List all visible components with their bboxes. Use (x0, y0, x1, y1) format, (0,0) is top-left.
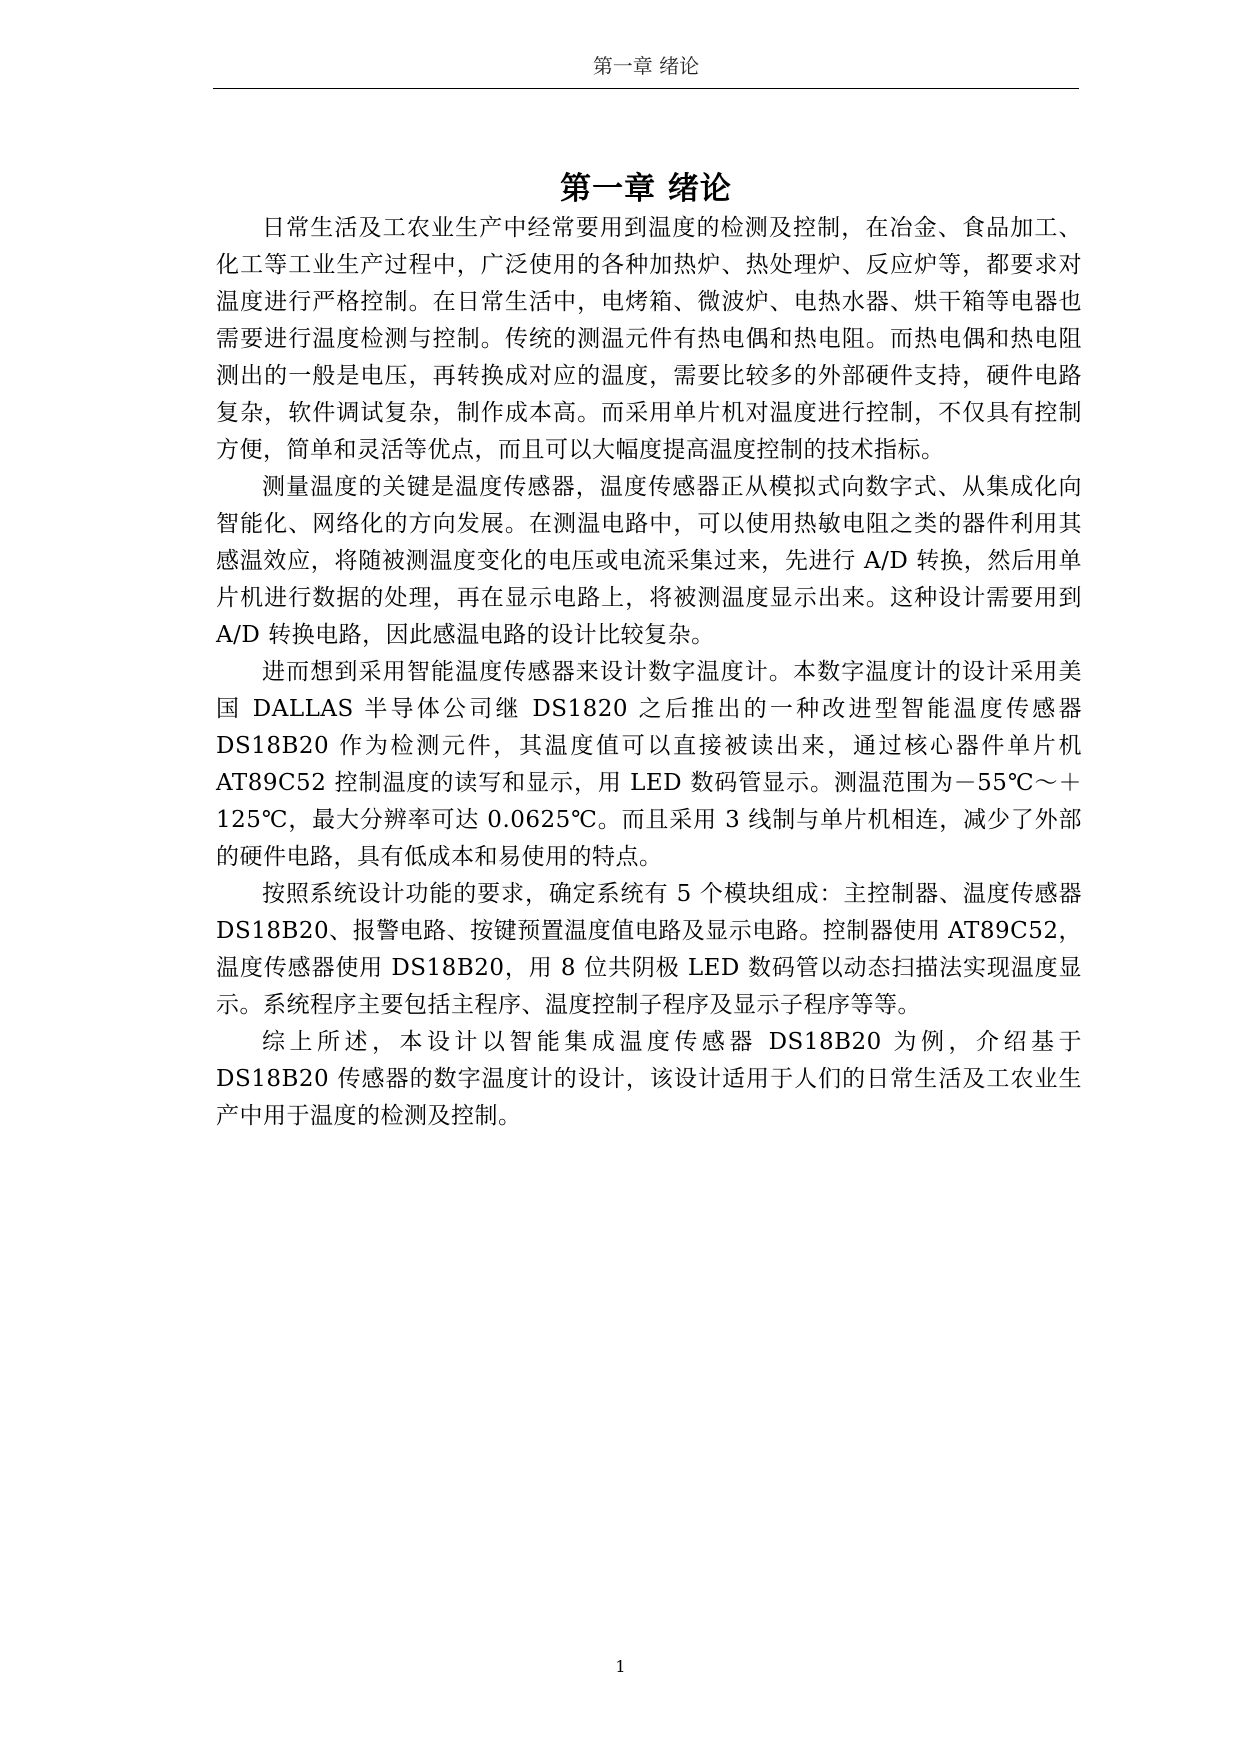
paragraph-smart-sensor: 进而想到采用智能温度传感器来设计数字温度计。本数字温度计的设计采用美国 DALLAS 半导体公司继 DS1820 之后推出的一种改进型智能温度传感器 DS18B20 作为检测元件，其温度值可以直接被读出来，通过核心器件单片机 AT89C52 控制温度的读写和显示，用 LED 数码管显示。测温范围为－55℃～＋125℃，最大分辨率可达 0.0625℃。而且采用 3 线制与单片机相连，减少了外部的硬件电路，具有低成本和易使用的特点。 (216, 659, 1082, 870)
header-rule (213, 88, 1079, 89)
chapter-title: 第一章 绪论 (560, 170, 732, 207)
page-number: 1 (615, 1657, 626, 1676)
paragraph-summary: 综上所述，本设计以智能集成温度传感器 DS18B20 为例，介绍基于 DS18B20 传感器的数字温度计的设计，该设计适用于人们的日常生活及工农业生产中用于温度的检测及控制。 (216, 1029, 1082, 1129)
body-text (216, 210, 1082, 1135)
paragraph-system-modules: 按照系统设计功能的要求，确定系统有 5 个模块组成：主控制器、温度传感器 DS18B20、报警电路、按键预置温度值电路及显示电路。控制器使用 AT89C52，温度传感器使用 DS18B20，用 8 位共阴极 LED 数码管以动态扫描法实现温度显示。系统程序主要包括主程序、温度控制子程序及显示子程序等等。 (216, 881, 1082, 1018)
running-header: 第一章 绪论 (592, 54, 700, 78)
paragraph-intro: 日常生活及工农业生产中经常要用到温度的检测及控制，在冶金、食品加工、化工等工业生产过程中，广泛使用的各种加热炉、热处理炉、反应炉等，都要求对温度进行严格控制。在日常生活中，电烤箱、微波炉、电热水器、烘干箱等电器也需要进行温度检测与控制。传统的测温元件有热电偶和热电阻。而热电偶和热电阻测出的一般是电压，再转换成对应的温度，需要比较多的外部硬件支持，硬件电路复杂，软件调试复杂，制作成本高。而采用单片机对温度进行控制，不仅具有控制方便，简单和灵活等优点，而且可以大幅度提高温度控制的技术指标。 (216, 215, 1082, 463)
paragraph-sensor-key: 测量温度的关键是温度传感器，温度传感器正从模拟式向数字式、从集成化向智能化、网络化的方向发展。在测温电路中，可以使用热敏电阻之类的器件利用其感温效应，将随被测温度变化的电压或电流采集过来，先进行 A/D 转换，然后用单片机进行数据的处理，再在显示电路上，将被测温度显示出来。这种设计需要用到 A/D 转换电路，因此感温电路的设计比较复杂。 (216, 474, 1082, 648)
